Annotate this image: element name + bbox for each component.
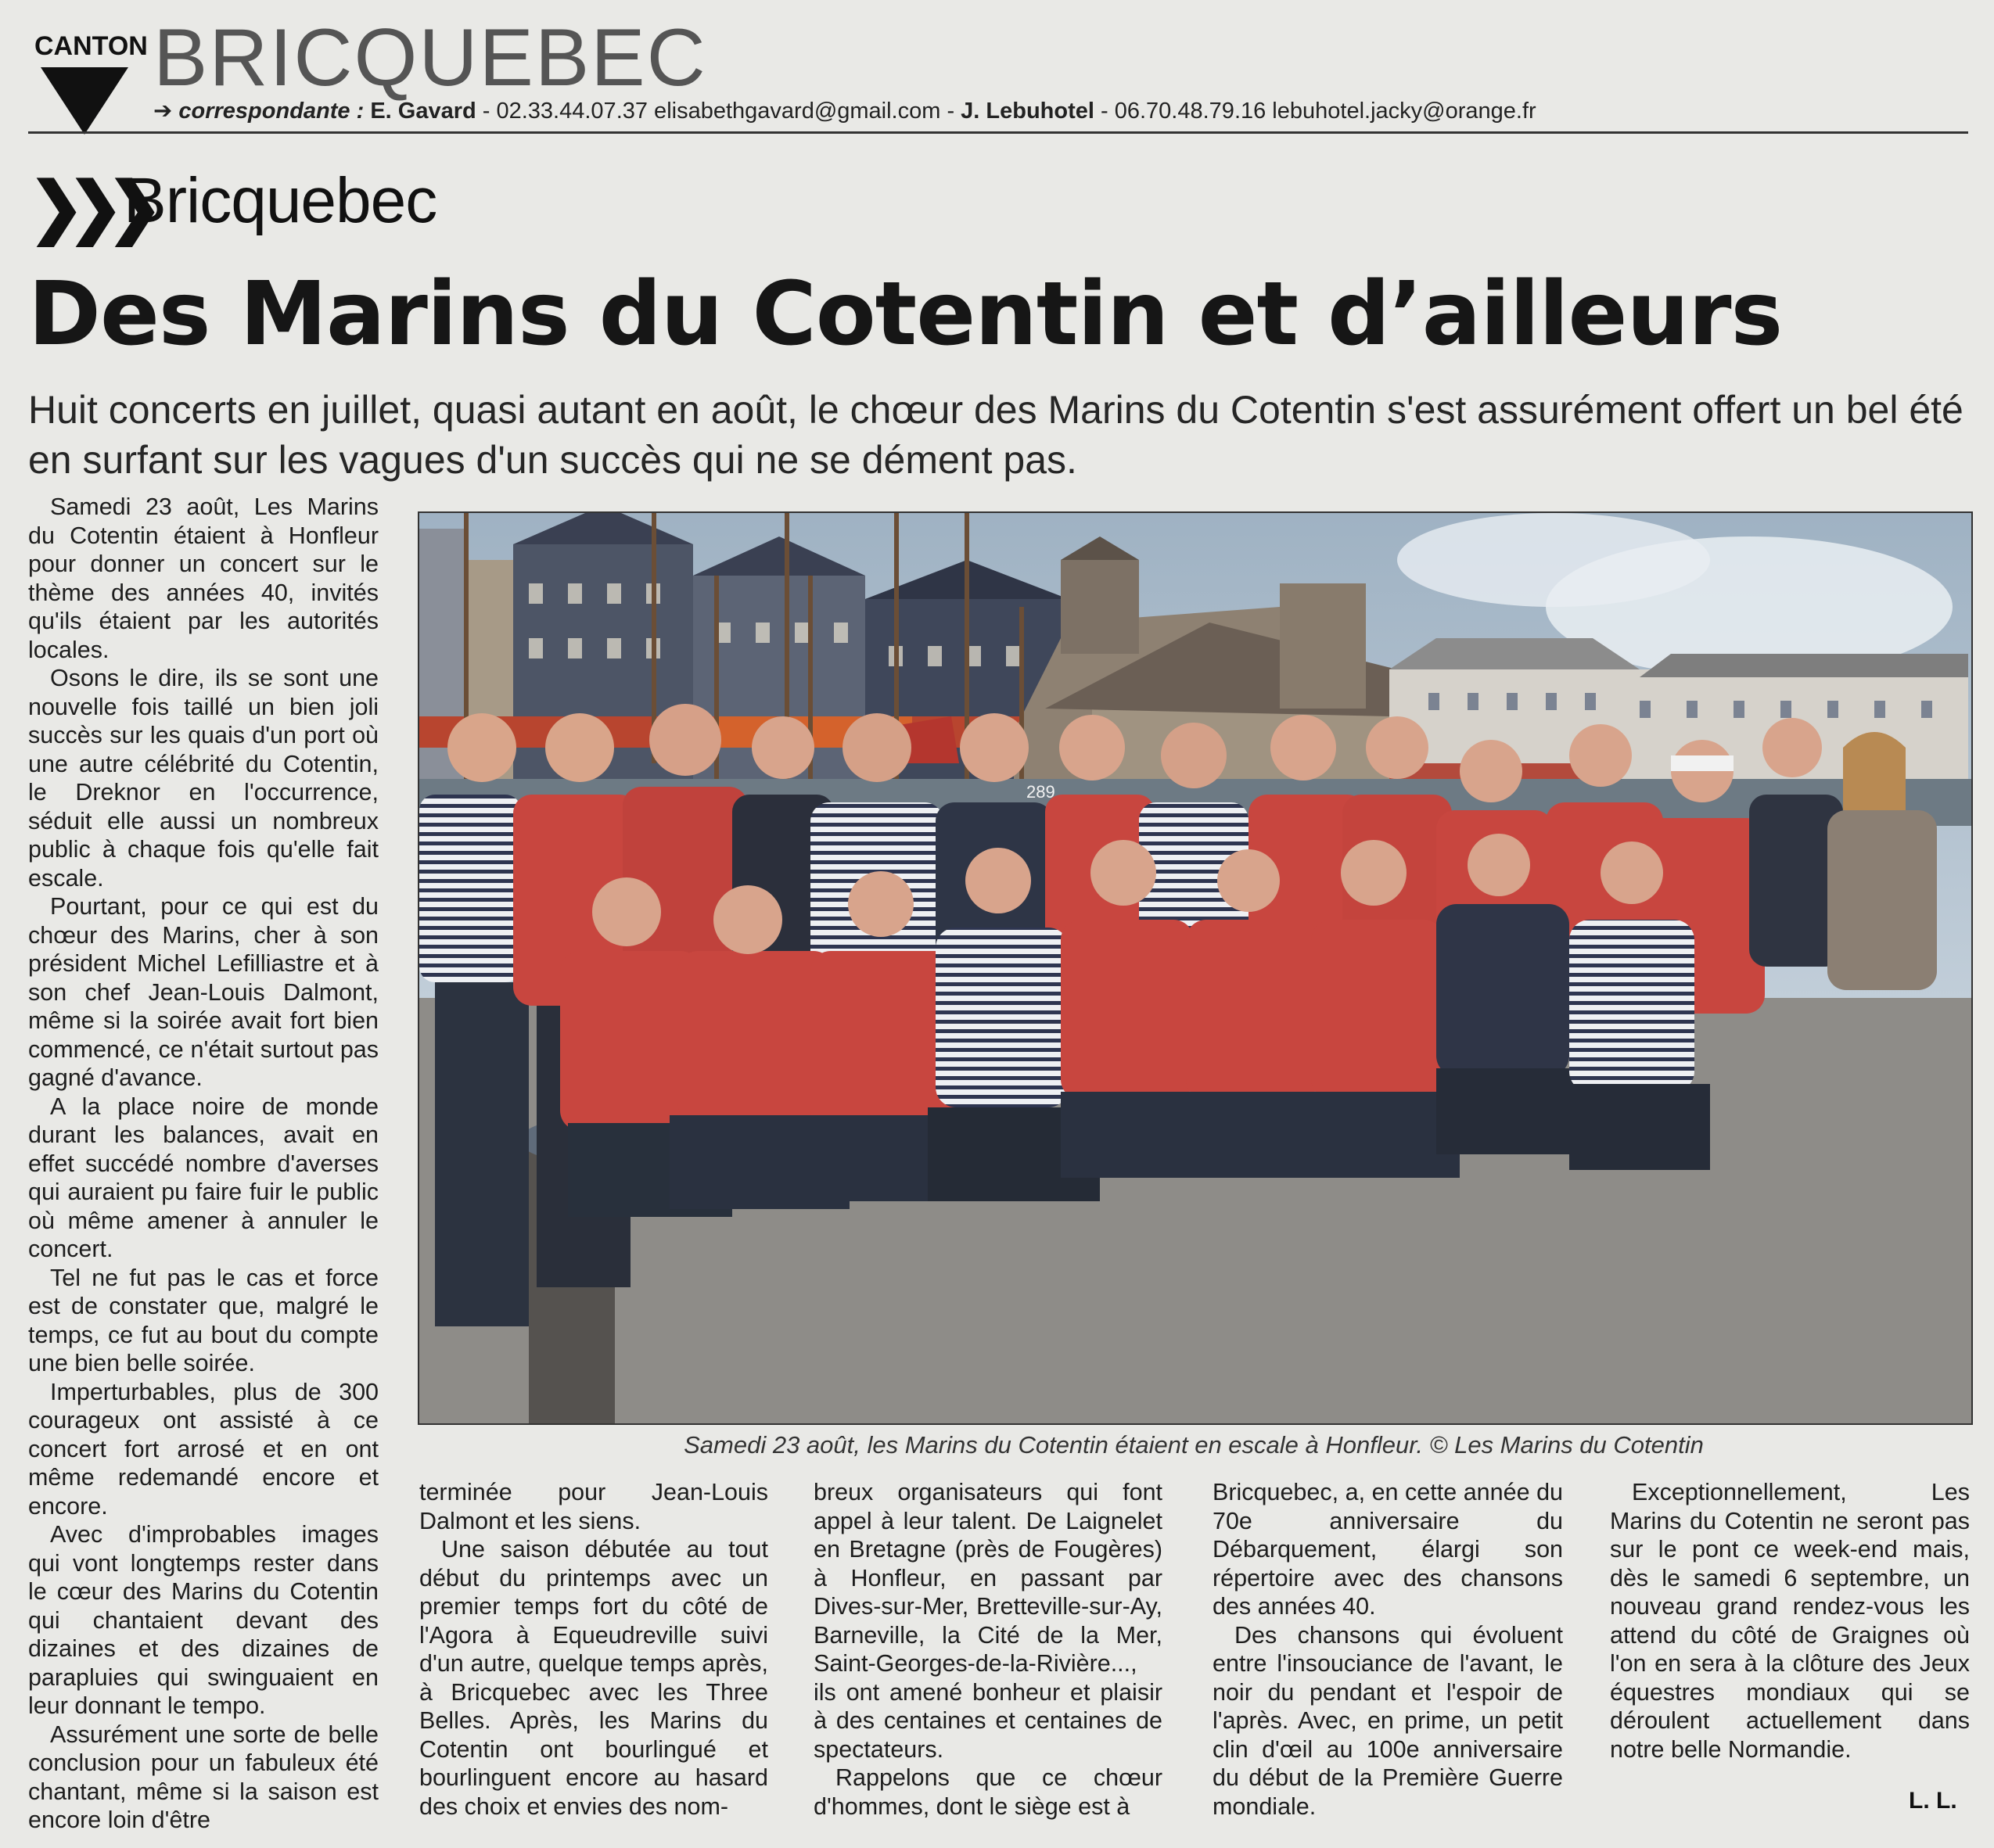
text-column-3	[814, 1478, 1162, 1821]
correspondent-details-1: - 02.33.44.07.37 elisabethgavard@gmail.com -	[476, 99, 961, 124]
paragraph: Tel ne fut pas le cas et force est de constater que, malgré le temps, ce fut au bout du compte une bien belle soirée.	[28, 1264, 379, 1376]
section-kicker: Bricquebec	[124, 165, 437, 236]
paragraph: breux organisateurs qui font appel à leur talent. De Laignelet en Bretagne (près de Fougères) à Honfleur, en passant par Dives-sur-Mer, Bretteville-sur-Ay, Barneville, la Cité de la Mer, Saint-Georges-de-la-Rivière..., ils ont amené bonheur et plaisir à des centaines et centaines de spectateurs.	[814, 1479, 1162, 1763]
paragraph: A la place noire de monde durant les balances, avait en effet succédé nombre d'averses qui auraient pu faire fuir le public où même amener à annuler le concert.	[28, 1093, 379, 1262]
correspondent-details-2: - 06.70.48.79.16 lebuhotel.jacky@orange.fr	[1094, 99, 1536, 124]
photo-caption: Samedi 23 août, les Marins du Cotentin étaient en escale à Honfleur. © Les Marins du Cotentin	[684, 1431, 1704, 1459]
paragraph: Samedi 23 août, Les Marins du Cotentin étaient à Honfleur pour donner un concert sur le thème des années 40, invités qu'ils étaient par les autorités locales.	[28, 493, 379, 663]
paragraph: Des chansons qui évoluent entre l'insouciance de l'avant, le noir du pendant et l'espoir de l'après. Avec, en prime, un petit clin d'œil au 100e anniversaire du début de la Première Guerre mondiale.	[1213, 1621, 1563, 1820]
canton-label: CANTON	[34, 31, 148, 61]
correspondent-contact	[153, 97, 1536, 124]
paragraph: Bricquebec, a, en cette année du 70e anniversaire du Débarquement, élargi son répertoire avec des chansons des années 40.	[1213, 1479, 1563, 1620]
paragraph: Pourtant, pour ce qui est du chœur des Marins, cher à son président Michel Lefilliastre et à son chef Jean-Louis Dalmont, même si la soirée avait fort bien commencé, ce n'était surtout pas gagné d'avance.	[28, 893, 379, 1091]
text-column-1	[28, 493, 379, 1835]
paragraph: Osons le dire, ils se sont une nouvelle fois taillé un bien joli succès sur les quais d'un port où une autre célébrité du Cotentin, le Dreknor en l'occurrence, séduit elle aussi un nombreux public à chaque fois qu'elle fait escale.	[28, 665, 379, 892]
correspondent-name-2: J. Lebuhotel	[961, 99, 1094, 124]
text-column-2	[419, 1478, 768, 1821]
paragraph: Avec d'improbables images qui vont longtemps rester dans le cœur des Marins du Cotentin qui chantaient devant des dizaines et des dizaines de parapluies qui swinguaient en leur donnant le tempo.	[28, 1521, 379, 1719]
author-signature: L. L.	[1909, 1788, 1957, 1814]
paragraph: Exceptionnellement, Les Marins du Cotentin ne seront pas sur le pont ce week-end mais, dès le samedi 6 septembre, un nouveau grand rendez-vous les attend du côté de Graignes où l'on en sera à la clôture des Jeux équestres mondiaux qui se déroulent actuellement dans notre belle Normandie.	[1610, 1479, 1970, 1763]
paragraph: Une saison débutée au tout début du printemps avec un premier temps fort du côté de l'Agora à Equeudreville suivi d'un autre, quelque temps après, à Bricquebec avec les Three Belles. Après, les Marins du Cotentin ont bourlingué et bourlinguent encore au hasard des choix et envies des nom-	[419, 1536, 768, 1820]
correspondent-label: correspondante :	[178, 99, 365, 124]
header-rule	[28, 131, 1968, 134]
canton-triangle-icon	[41, 67, 128, 135]
article-headline: Des Marins du Cotentin et d’ailleurs	[28, 264, 1783, 365]
kicker-chevrons-icon: ❯❯❯	[28, 170, 146, 245]
paragraph: Imperturbables, plus de 300 courageux ont assisté à ce concert fort arrosé et en ont même redemandé encore et encore.	[28, 1378, 379, 1520]
text-column-4	[1213, 1478, 1563, 1821]
arrow-icon: ➔	[153, 99, 173, 124]
article-standfirst: Huit concerts en juillet, quasi autant en août, le chœur des Marins du Cotentin s'est assurément offert un bel été en surfant sur les vagues d'un succès qui ne se dément pas.	[28, 388, 1963, 482]
paragraph: Rappelons que ce chœur d'hommes, dont le siège est à	[814, 1764, 1162, 1820]
boat-number: 289	[1026, 782, 1055, 802]
paragraph: terminée pour Jean-Louis Dalmont et les siens.	[419, 1479, 768, 1534]
paragraph: Assurément une sorte de belle conclusion pour un fabuleux été chantant, même si la saison est encore loin d'être	[28, 1721, 379, 1833]
correspondent-name-1: E. Gavard	[370, 99, 476, 124]
text-column-5	[1610, 1478, 1970, 1764]
group-photo	[418, 511, 1973, 1425]
town-title: BRICQUEBEC	[153, 13, 707, 103]
